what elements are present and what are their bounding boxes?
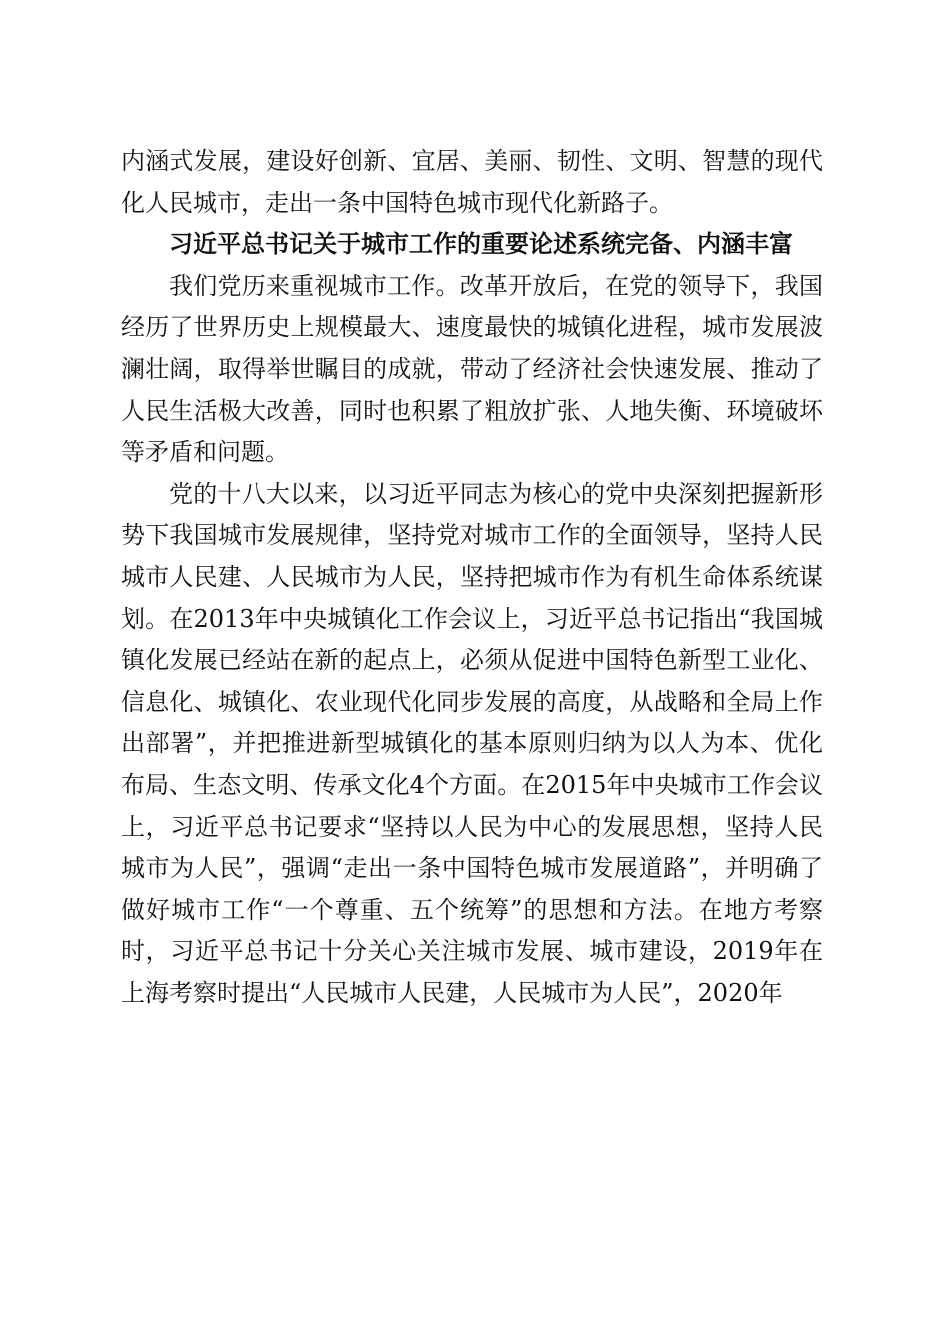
paragraph-continuation: 内涵式发展，建设好创新、宜居、美丽、韧性、文明、智慧的现代化人民城市，走出一条中国特色城市现代化新路子。 [121,147,823,217]
section-heading: 习近平总书记关于城市工作的重要论述系统完备、内涵丰富 [169,230,793,259]
paragraph: 党的十八大以来，以习近平同志为核心的党中央深刻把握新形势下我国城市发展规律，坚持党对城市工作的全面领导，坚持人民城市人民建、人民城市为人民，坚持把城市作为有机生命体系统谋划。在2013年中央城镇化工作会议上，习近平总书记指出“我国城镇化发展已经站在新的起点上，必须从促进中国特色新型工业化、信息化、城镇化、农业现代化同步发展的高度，从战略和全局上作出部署”，并把推进新型城镇化的基本原则归纳为以人为本、优化布局、生态文明、传承文化4个方面。在2015年中央城市工作会议上，习近平总书记要求“坚持以人民为中心的发展思想，坚持人民城市为人民”，强调“走出一条中国特色城市发展道路”，并明确了做好城市工作“一个尊重、五个统筹”的思想和方法。在地方考察时，习近平总书记十分关心关注城市发展、城市建设，2019年在上海考察时提出“人民城市人民建，人民城市为人民”，2020年 [121,479,823,1007]
paragraph: 我们党历来重视城市工作。改革开放后，在党的领导下，我国经历了世界历史上规模最大、速度最快的城镇化进程，城市发展波澜壮阔，取得举世瞩目的成就，带动了经济社会快速发展、推动了人民生活极大改善，同时也积累了粗放扩张、人地失衡、环境破坏等矛盾和问题。 [121,271,823,467]
document-body [121,141,823,1014]
